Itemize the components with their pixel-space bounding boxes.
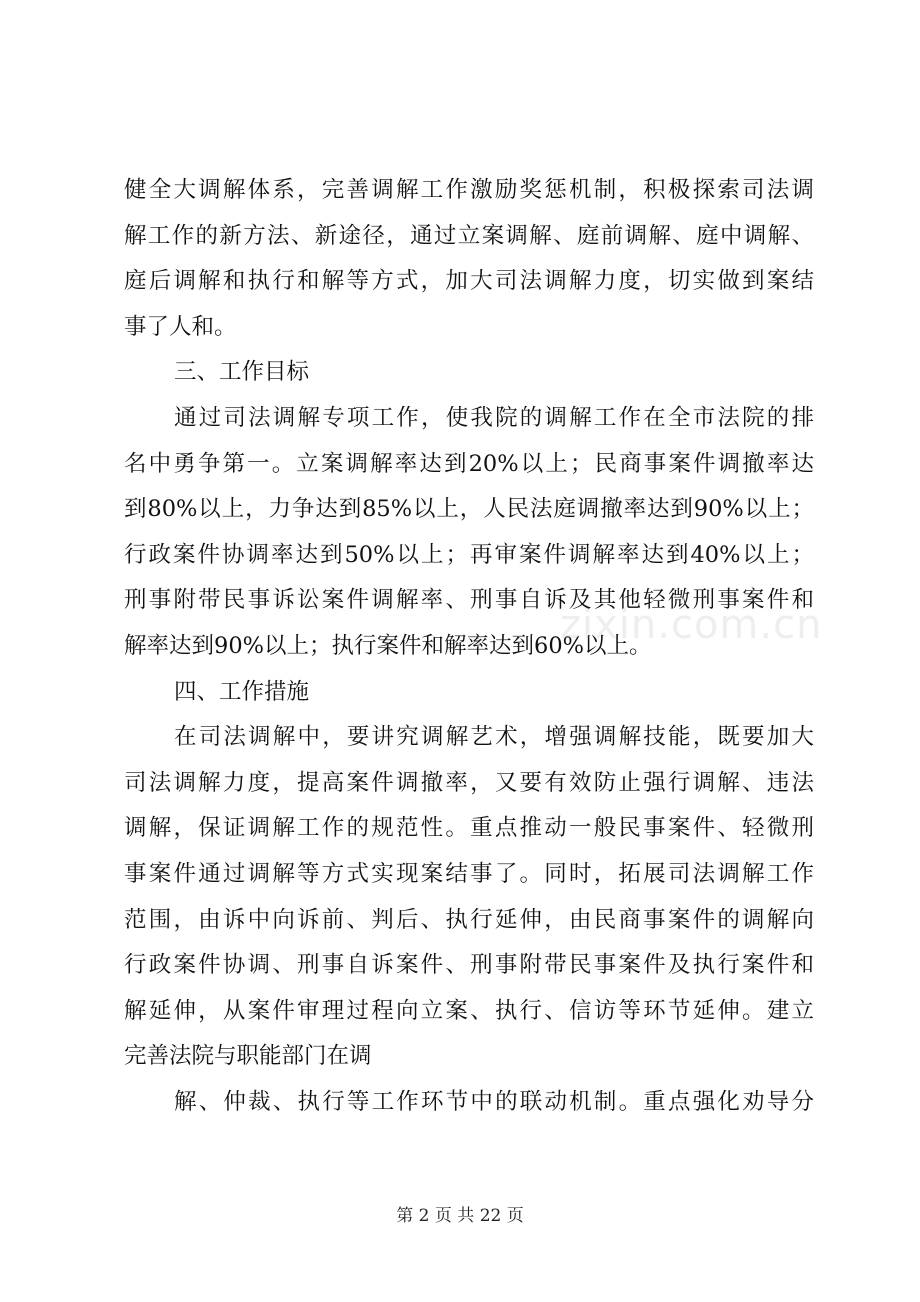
body-line-10: 刑事附带民事诉讼案件调解率、刑事自诉及其他轻微刑事案件和 (124, 587, 814, 614)
body-line-8: 到80%以上，力争达到85%以上，人民法庭调撤率达到90%以上； (124, 496, 814, 523)
body-line-19: 解延伸，从案件审理过程向立案、执行、信访等环节延伸。建立 (124, 997, 814, 1024)
page-footer: 第 2 页 共 22 页 (396, 1206, 524, 1226)
body-line-17: 范围，由诉中向诉前、判后、执行延伸，由民商事案件的调解向 (124, 906, 814, 933)
body-line-4: 事了人和。 (124, 313, 237, 340)
watermark: zixin.com.cn (560, 602, 823, 648)
body-line-15: 调解，保证调解工作的规范性。重点推动一般民事案件、轻微刑 (124, 815, 814, 842)
body-line-13: 在司法调解中，要讲究调解艺术，增强调解技能，既要加大 (174, 724, 814, 751)
body-line-7: 名中勇争第一。立案调解率达到20%以上；民商事案件调撤率达 (124, 450, 814, 477)
body-line-21: 解、仲裁、执行等工作环节中的联动机制。重点强化劝导分 (174, 1088, 814, 1115)
body-line-6: 通过司法调解专项工作，使我院的调解工作在全市法院的排 (174, 404, 814, 431)
body-line-14: 司法调解力度，提高案件调撤率，又要有效防止强行调解、违法 (124, 769, 814, 796)
body-line-9: 行政案件协调率达到50%以上；再审案件调解率达到40%以上； (124, 541, 814, 568)
body-line-20: 完善法院与职能部门在调 (124, 1043, 372, 1070)
body-line-3: 庭后调解和执行和解等方式，加大司法调解力度，切实做到案结 (124, 268, 814, 295)
section-heading-goals: 三、工作目标 (174, 359, 310, 386)
body-line-2: 解工作的新方法、新途径，通过立案调解、庭前调解、庭中调解、 (124, 222, 814, 249)
body-line-18: 行政案件协调、刑事自诉案件、刑事附带民事案件及执行案件和 (124, 952, 814, 979)
body-line-11: 解率达到90%以上；执行案件和解率达到60%以上。 (124, 632, 652, 659)
body-line-16: 事案件通过调解等方式实现案结事了。同时，拓展司法调解工作 (124, 860, 814, 887)
body-line-1: 健全大调解体系，完善调解工作激励奖惩机制，积极探索司法调 (124, 177, 814, 203)
section-heading-measures: 四、工作措施 (174, 678, 310, 705)
